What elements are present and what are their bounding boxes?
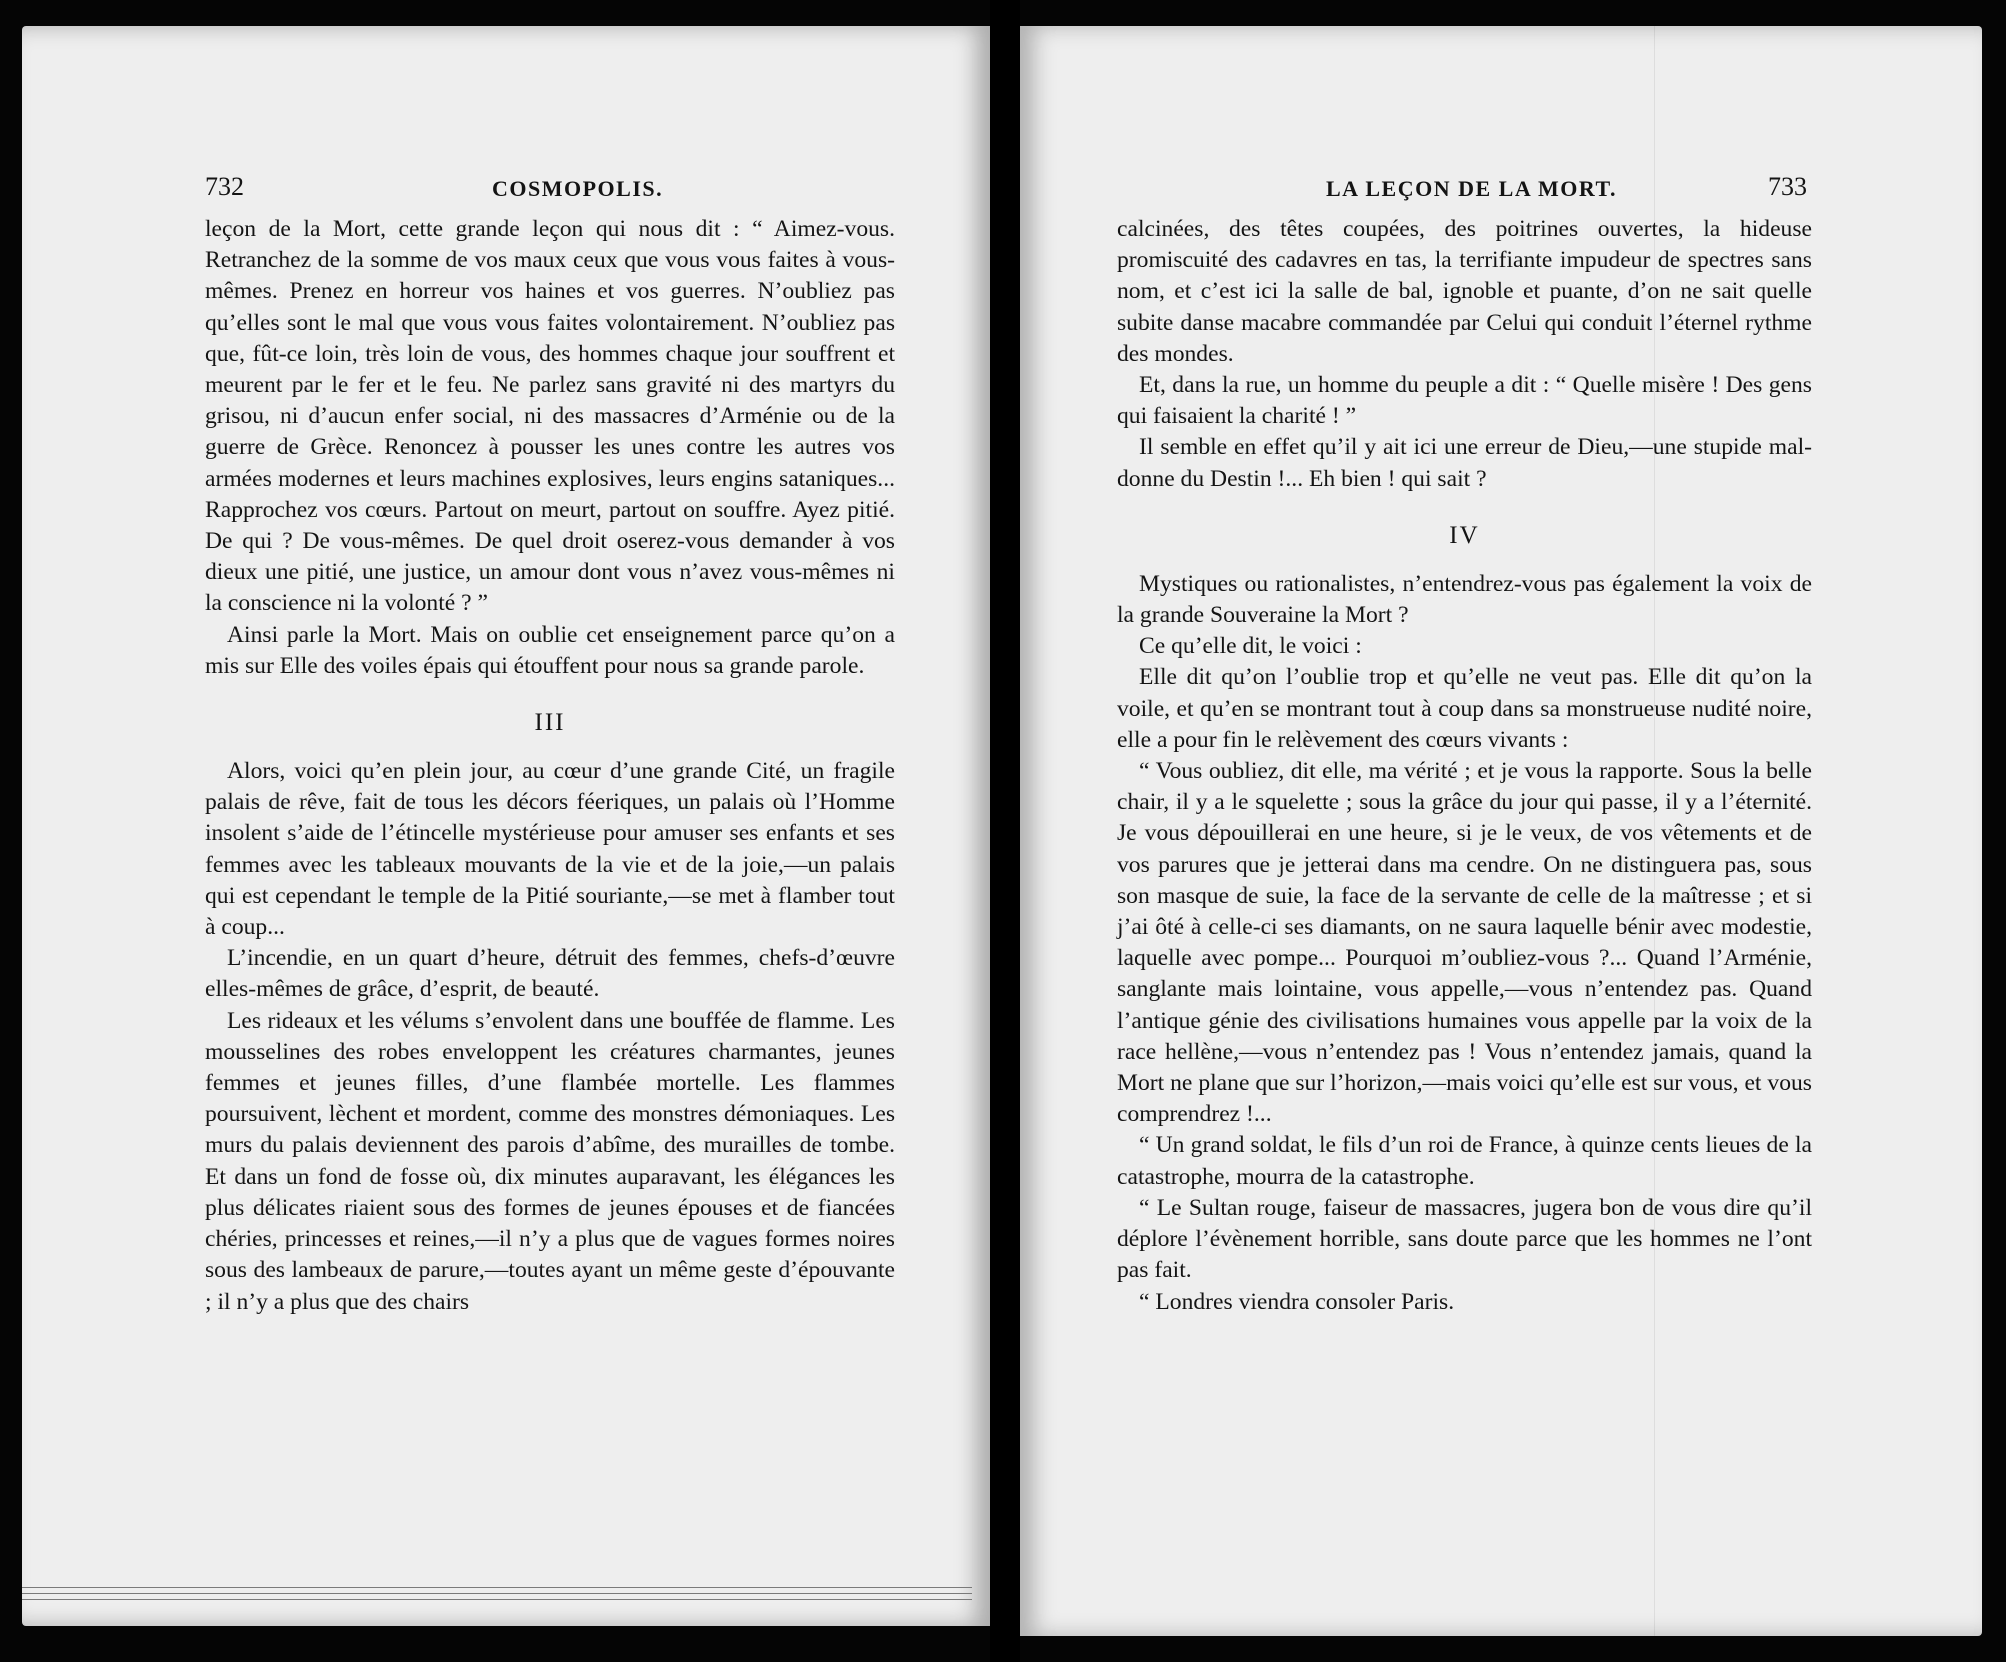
paragraph: Ce qu’elle dit, le voici : xyxy=(1139,633,1362,660)
paragraph: Il semble en effet qu’il y ait ici une erreur de Dieu,—une stupide mal-donne du Destin !... Eh bien ! qui sait ? xyxy=(1117,434,1812,492)
page-number: 733 xyxy=(1768,172,1807,201)
section-heading: III xyxy=(534,709,566,737)
section-heading: IV xyxy=(1449,521,1480,549)
body-text xyxy=(1117,214,1812,1318)
paragraph: “ Vous oubliez, dit elle, ma vérité ; et je vous la rapporte. Sous la belle chair, il y a le squelette ; sous la grâce du jour qui passe, il y a l’éternité. Je vous dépouillerai en une heure, si je le veux, de vos vêtements et de vos parures que je jetterai dans ma cendre. On ne distinguera pas, sous son masque de suie, la face de la servante de celle de la maîtresse ; et si j’ai ôté à celle-ci ses diamants, on ne saura laquelle bénir avec modestie, laquelle avec pompe... Pourquoi m’oubliez-vous ?... Quand l’Arménie, sanglante mais lointaine, vous appelle,—vous n’entendez pas. Quand l’antique génie des civilisations humaines vous appelle par la voix de la race hellène,—vous n’entendez pas ! Vous n’entendez jamais, quand la Mort ne plane que sur l’horizon,—mais voici qu’elle est sur vous, et vous comprendrez !... xyxy=(1117,758,1812,1128)
paragraph: Et, dans la rue, un homme du peuple a dit : “ Quelle misère ! Des gens qui faisaient la charité ! ” xyxy=(1117,372,1812,430)
page-number: 732 xyxy=(205,172,244,201)
page-edge-line xyxy=(22,1593,972,1594)
paragraph: Les rideaux et les vélums s’envolent dans une bouffée de flamme. Les mousselines des robes enveloppent les créatures charmantes, jeunes femmes et jeunes filles, d’une flambée mortelle. Les flammes poursuivent, lèchent et mordent, comme des monstres démoniaques. Les murs du palais deviennent des parois d’abîme, des murailles de tombe. Et dans un fond de fosse où, dix minutes auparavant, les élégances les plus délicates riaient sous des formes de jeunes épouses et de fiancées chéries, princesses et reines,—il n’y a plus que de vagues formes noires sous des lambeaux de parure,—toutes ayant un même geste d’épouvante ; il n’y a plus que des chairs xyxy=(205,1007,895,1315)
page-edge-line xyxy=(22,1599,972,1600)
page-edge-line xyxy=(22,1587,972,1588)
left-page xyxy=(22,26,990,1626)
book-gutter xyxy=(990,0,1020,1662)
running-head: LA LEÇON DE LA MORT. xyxy=(1326,176,1618,201)
right-page xyxy=(1020,26,1982,1636)
paragraph: Alors, voici qu’en plein jour, au cœur d’une grande Cité, un fragile palais de rêve, fait de tous les décors féeriques, un palais où l’Homme insolent s’aide de l’étincelle mystérieuse pour amuser ses enfants et ses femmes avec les tableaux mouvants de la vie et de la joie,—un palais qui est cependant le temple de la Pitié souriante,—se met à flamber tout à coup... xyxy=(205,758,895,941)
body-text xyxy=(205,214,895,1318)
paragraph: calcinées, des têtes coupées, des poitrines ouvertes, la hideuse promiscuité des cadavres en tas, la terrifiante impudeur de spectres sans nom, et c’est ici la salle de bal, ignoble et puante, d’on ne sait quelle subite danse macabre commandée par Celui qui conduit l’éternel rythme des mondes. xyxy=(1117,216,1812,367)
paragraph: “ Londres viendra consoler Paris. xyxy=(1139,1288,1455,1315)
paragraph: L’incendie, en un quart d’heure, détruit des femmes, chefs-d’œuvre elles-mêmes de grâce, d’esprit, de beauté. xyxy=(205,945,895,1003)
paragraph: “ Le Sultan rouge, faiseur de massacres, jugera bon de vous dire qu’il déplore l’évènement horrible, sans doute parce que les hommes ne l’ont pas fait. xyxy=(1117,1194,1812,1284)
paragraph: leçon de la Mort, cette grande leçon qui nous dit : “ Aimez-vous. Retranchez de la somme de vos maux ceux que vous vous faites à vous-mêmes. Prenez en horreur vos haines et vos guerres. N’oubliez pas qu’elles sont le mal que vous vous faites volontairement. N’oubliez pas que, fût-ce loin, très loin de vous, des hommes chaque jour souffrent et meurent par le fer et le feu. Ne parlez sans gravité ni des martyrs du grisou, ni d’aucun enfer social, ni des massacres d’Arménie ou de la guerre de Grèce. Renoncez à pousser les unes contre les autres vos armées modernes et leurs machines explosives, leurs engins sataniques... Rapprochez vos cœurs. Partout on meurt, partout on souffre. Ayez pitié. De qui ? De vous-mêmes. De quel droit oserez-vous demander à vos dieux une pitié, une justice, un amour dont vous n’avez vous-mêmes ni la conscience ni la volonté ? ” xyxy=(205,216,895,617)
paragraph: Mystiques ou rationalistes, n’entendrez-vous pas également la voix de la grande Souveraine la Mort ? xyxy=(1117,570,1812,629)
paragraph: Ainsi parle la Mort. Mais on oublie cet enseignement parce qu’on a mis sur Elle des voiles épais qui étouffent pour nous sa grande parole. xyxy=(205,621,895,679)
paragraph: “ Un grand soldat, le fils d’un roi de France, à quinze cents lieues de la catastrophe, mourra de la catastrophe. xyxy=(1117,1132,1812,1190)
running-head: COSMOPOLIS. xyxy=(492,176,664,201)
paragraph: Elle dit qu’on l’oublie trop et qu’elle ne veut pas. Elle dit qu’on la voile, et qu’en se montrant tout à coup dans sa monstrueuse nudité noire, elle a pour fin le relèvement des cœurs vivants : xyxy=(1117,664,1812,753)
